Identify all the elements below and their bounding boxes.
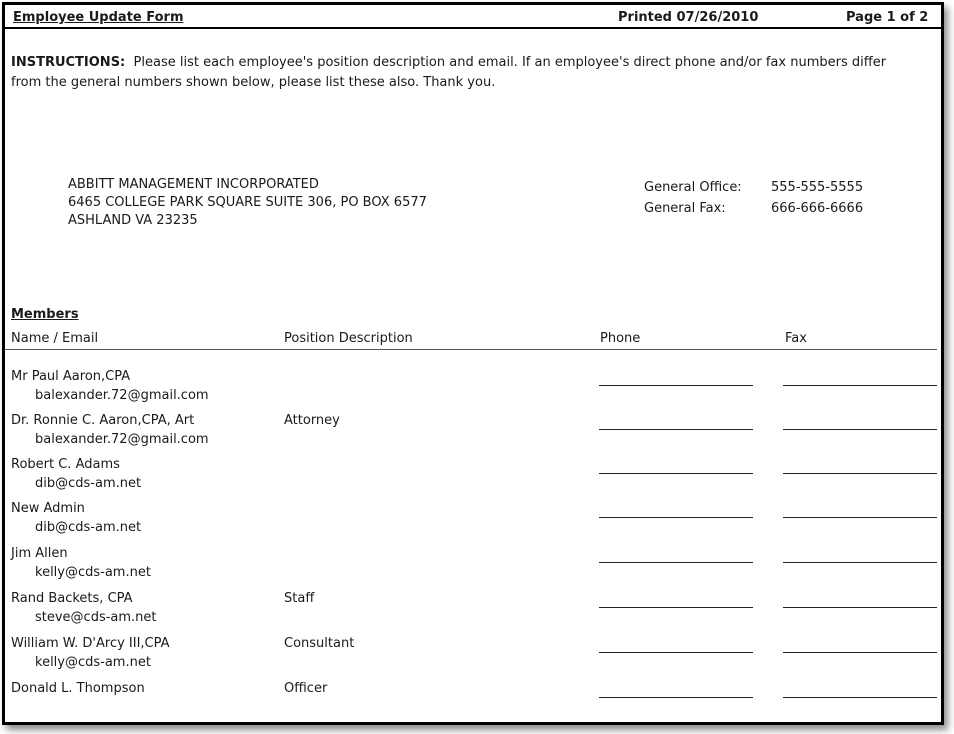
instructions-label: INSTRUCTIONS: (11, 55, 126, 70)
phone-entry-line[interactable] (599, 385, 753, 386)
member-email: dib@cds-am.net (35, 476, 142, 491)
phone-entry-line[interactable] (599, 429, 753, 430)
members-title: Members (11, 307, 79, 322)
column-header-fax: Fax (785, 331, 807, 346)
member-name: Dr. Ronnie C. Aaron,CPA, Art (11, 413, 195, 428)
fax-entry-line[interactable] (783, 473, 937, 474)
phone-entry-line[interactable] (599, 697, 753, 698)
member-email: balexander.72@gmail.com (35, 432, 209, 447)
member-position: Consultant (284, 636, 355, 651)
phone-entry-line[interactable] (599, 562, 753, 563)
fax-entry-line[interactable] (783, 697, 937, 698)
instructions-text: Please list each employee's position description and email. If an employee's direct phone and/or fax numbers differ from the general numbers shown below, please list these also. Thank you. (11, 55, 887, 90)
fax-entry-line[interactable] (783, 562, 937, 563)
phone-entry-line[interactable] (599, 517, 753, 518)
member-row (5, 413, 941, 457)
column-header-phone: Phone (600, 331, 641, 346)
member-row (5, 457, 941, 501)
fax-entry-line[interactable] (783, 385, 937, 386)
company-address-line1: 6465 COLLEGE PARK SQUARE SUITE 306, PO BOX 6577 (68, 195, 427, 210)
phone-entry-line[interactable] (599, 607, 753, 608)
member-position: Attorney (284, 413, 340, 428)
phone-entry-line[interactable] (599, 652, 753, 653)
member-name: New Admin (11, 501, 85, 516)
fax-entry-line[interactable] (783, 517, 937, 518)
member-name: Robert C. Adams (11, 457, 120, 472)
member-row (5, 369, 941, 413)
member-name: William W. D'Arcy III,CPA (11, 636, 170, 651)
general-fax-label: General Fax: (644, 201, 726, 216)
member-position: Officer (284, 681, 328, 696)
member-email: steve@cds-am.net (35, 610, 157, 625)
form-page (2, 2, 944, 725)
member-email: kelly@cds-am.net (35, 655, 151, 670)
company-name: ABBITT MANAGEMENT INCORPORATED (68, 177, 319, 192)
general-office-label: General Office: (644, 180, 742, 195)
form-title: Employee Update Form (13, 10, 184, 25)
member-name: Mr Paul Aaron,CPA (11, 369, 131, 384)
instructions (11, 53, 911, 93)
member-name: Donald L. Thompson (11, 681, 145, 696)
page-number: Page 1 of 2 (846, 10, 929, 25)
member-row (5, 636, 941, 680)
member-email: kelly@cds-am.net (35, 565, 151, 580)
general-office-number: 555-555-5555 (771, 180, 864, 195)
fax-entry-line[interactable] (783, 652, 937, 653)
column-header-name-email: Name / Email (11, 331, 99, 346)
member-row (5, 546, 941, 590)
company-address-line2: ASHLAND VA 23235 (68, 213, 198, 228)
column-header-position: Position Description (284, 331, 413, 346)
printed-date: Printed 07/26/2010 (618, 10, 759, 25)
member-row (5, 591, 941, 635)
phone-entry-line[interactable] (599, 473, 753, 474)
header-divider (5, 27, 941, 29)
member-row (5, 501, 941, 545)
member-email: dib@cds-am.net (35, 520, 142, 535)
member-email: balexander.72@gmail.com (35, 388, 209, 403)
member-row (5, 681, 941, 725)
fax-entry-line[interactable] (783, 607, 937, 608)
member-position: Staff (284, 591, 315, 606)
general-fax-number: 666-666-6666 (771, 201, 864, 216)
fax-entry-line[interactable] (783, 429, 937, 430)
member-name: Rand Backets, CPA (11, 591, 133, 606)
member-name: Jim Allen (11, 546, 68, 561)
column-header-divider (5, 349, 937, 350)
